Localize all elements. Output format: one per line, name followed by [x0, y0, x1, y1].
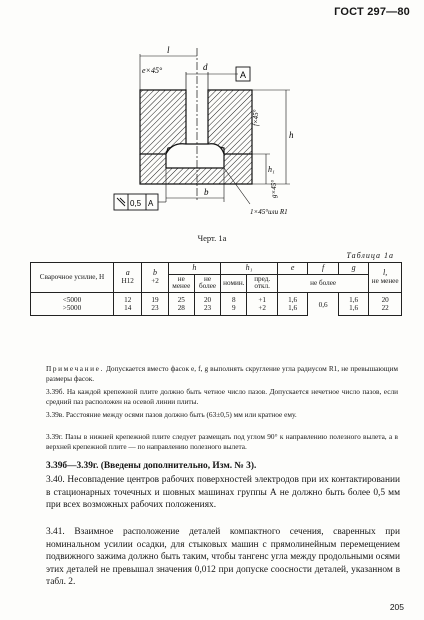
col-h-min: не менее [168, 274, 194, 293]
para-3-41: 3.41. Взаимное расположение деталей компактного сечения, сваренных при номинальном усилии осадки, для стыковых машин с прямолинейным перемещением подвижного зажима должно быть таким, чтобы тангенс угла между продольными осями этих деталей не превышал значения 0,012 при допуске соосности деталей, указанном в табл. 2. [46, 527, 400, 588]
tol-value: 0,5 [130, 199, 142, 208]
datum-a: A [240, 70, 247, 80]
col-a: a H12 [114, 263, 142, 293]
dim-h1: h₁ [268, 165, 275, 174]
note-paragraph: Примечание. Допускается вместо фасок e, f, g выполнять скругление угла радиусом R1, не превышающим размеры фасок. [46, 364, 398, 383]
col-h1: h₁ [221, 263, 278, 275]
col-g: g [338, 263, 368, 275]
col-h1-nom: номин. [221, 274, 247, 293]
dim-b: b [204, 187, 209, 197]
col-l: l, не менее [369, 263, 402, 293]
col-h1-dev: пред. откл. [247, 274, 277, 293]
table-row: <5000 12 19 25 20 8 +1 1,6 0,6 1,6 20 [31, 293, 402, 305]
page-number: 205 [389, 602, 404, 612]
col-efg-max: не более [277, 274, 368, 293]
col-e: e [277, 263, 307, 275]
dim-fx45: f×45° [252, 109, 260, 126]
para-3-39b: 3.39б. На каждой крепежной плите должно быть четное число пазов. Допускается нечетное число пазов, если средний паз расположен на осевой линии плиты. [46, 387, 398, 406]
dim-h: h [289, 130, 294, 140]
dim-l: l [167, 45, 170, 55]
para-3-40: 3.40. Несовпадение центров рабочих поверхностей электродов при их контактировании в стационарных точечных и шовных машинах группы А не должно быть более 0,5 мм при всех возможных рабочих положениях. [46, 475, 400, 511]
dim-d: d [203, 62, 208, 72]
col-b: b +2 [142, 263, 168, 293]
radius-note: 1×45°или R1 [250, 208, 288, 216]
dim-gx45: g×45° [270, 179, 278, 198]
figure-caption: Черт. 1а [197, 233, 227, 243]
dimensions-table [30, 262, 402, 316]
col-h: h [168, 263, 221, 275]
table-title: Таблица 1а [346, 251, 394, 260]
technical-drawing [100, 42, 330, 222]
standard-header: ГОСТ 297—80 [334, 6, 410, 18]
col-f: f [308, 263, 338, 275]
dim-ex45: e×45° [142, 66, 163, 75]
para-3-39g: 3.39г. Пазы в нижней крепежной плите следует размещать под углом 90° к направлению полезного вылета, а в верхней крепежной плите — по направлению полезного вылета. [46, 432, 398, 451]
tol-datum: A [148, 199, 154, 208]
table-row: >5000 14 23 28 23 9 +2 1,6 1,6 22 [31, 305, 402, 315]
col-h-max: не более [194, 274, 220, 293]
amendment-note: 3.39б—3.39г. (Введены дополнительно, Изм. № 3). [46, 461, 257, 471]
col-force: Сварочное усилие, Н [31, 263, 114, 293]
para-3-39v: 3.39в. Расстояние между осями пазов должно быть (63±0,5) мм или кратное ему. [46, 410, 297, 419]
